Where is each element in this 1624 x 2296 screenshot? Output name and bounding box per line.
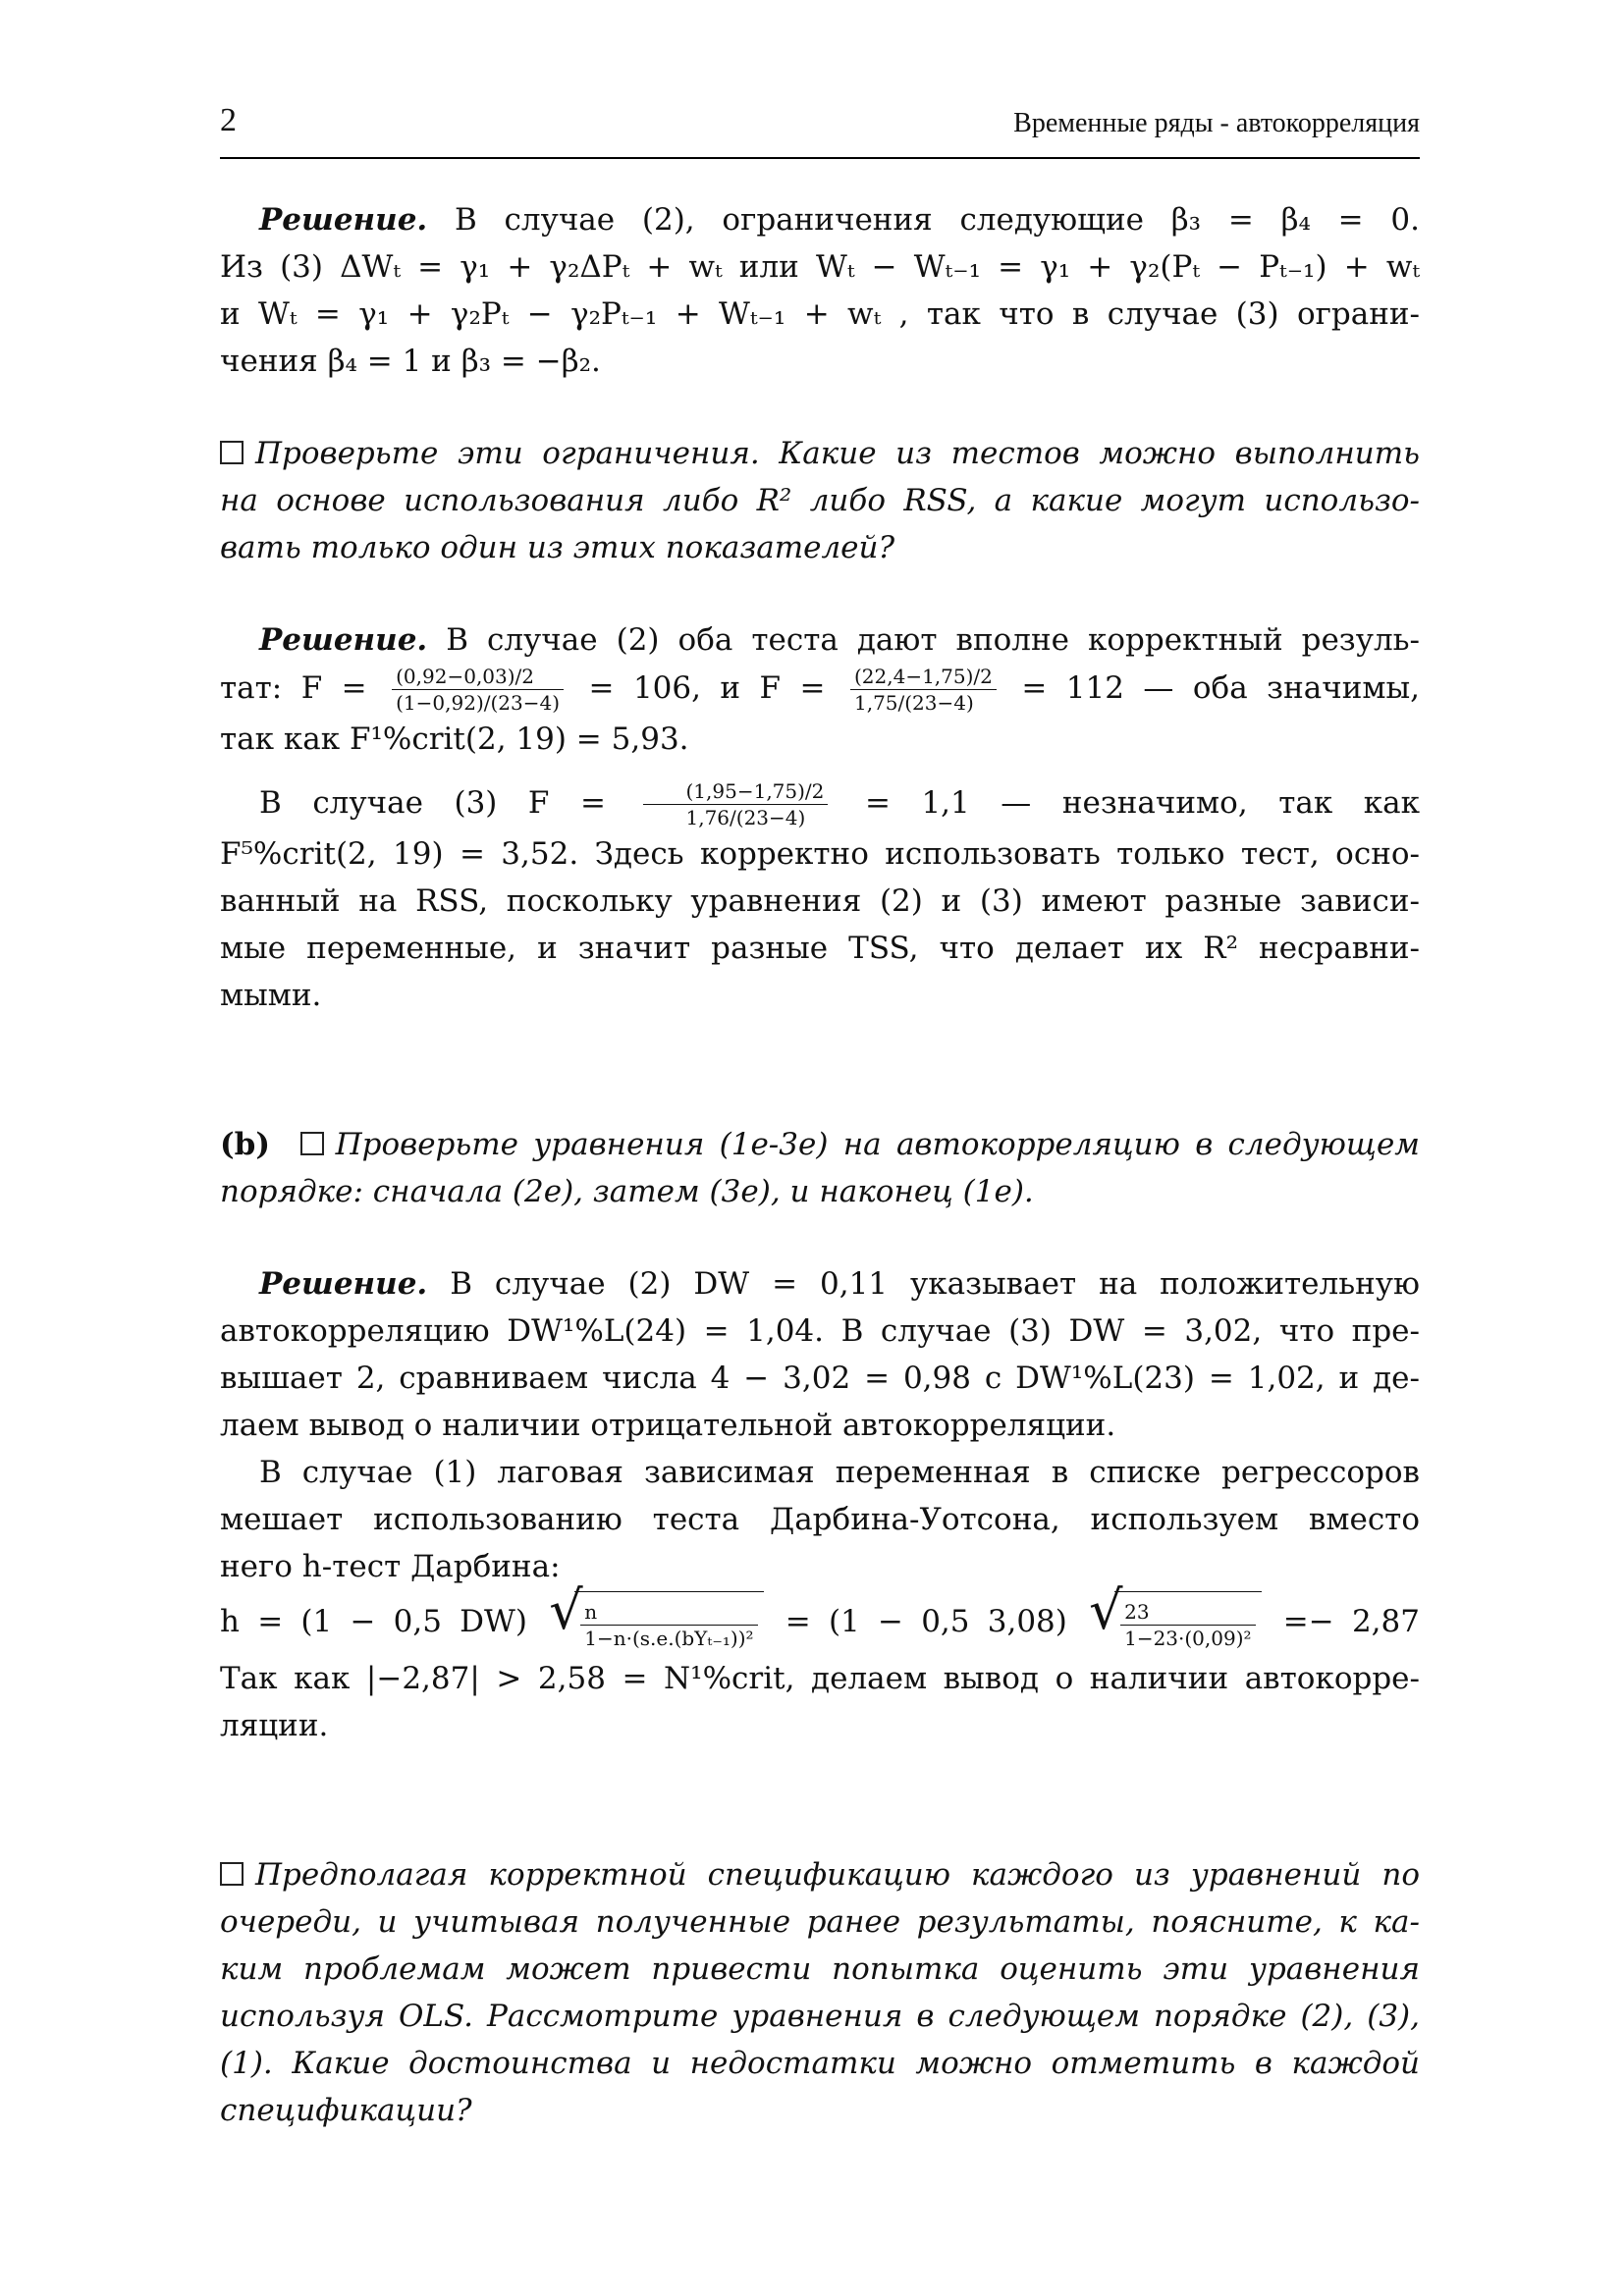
fraction-denominator: 1,75/(23−4)	[853, 691, 974, 715]
text-line: F⁵%crit(2, 19) = 3,52. Здесь корректно использовать только тест, осно-	[220, 836, 1420, 872]
text-line: него h-тест Дарбина:	[220, 1549, 561, 1584]
solution-label: Решение.	[259, 622, 428, 658]
text-line: В случае (2) оба теста дают вполне корректный резуль-	[446, 622, 1420, 658]
fraction-numerator: √ 23	[1120, 1599, 1255, 1626]
fraction-denominator: 1−n·(s.e.(bYₜ₋₁))²	[584, 1627, 754, 1650]
solution-paragraph-2-cont	[220, 664, 1420, 763]
text-line: Из (3) ΔWₜ = γ₁ + γ₂ΔPₜ + wₜ или Wₜ − Wₜ₋₁ = γ₁ + γ₂(Pₜ − Pₜ₋₁) + wₜ	[220, 249, 1420, 285]
fraction	[1120, 1599, 1255, 1651]
text-line: Проверьте уравнения (1e-3e) на автокорреляцию в следующем	[335, 1127, 1420, 1162]
text-fragment: = 106, и F =	[588, 670, 826, 706]
text-line: В случае (1) лаговая зависимая переменная в списке регрессоров	[259, 1455, 1420, 1490]
question-2	[220, 1851, 1420, 2134]
text-line: вать только один из этих показателей?	[220, 530, 895, 565]
fraction	[850, 664, 997, 716]
page-header	[220, 98, 1420, 159]
text-line: так как F¹%crit(2, 19) = 5,93.	[220, 721, 689, 757]
text-line: В случае (2), ограничения следующие β₃ = β₄ = 0.	[454, 202, 1420, 238]
text-line: чения β₄ = 1 и β₃ = −β₂.	[220, 344, 601, 379]
text-line: лаем вывод о наличии отрицательной автокорреляции.	[220, 1408, 1116, 1443]
solution-paragraph-3	[220, 778, 1420, 830]
fraction-numerator: √ n	[580, 1599, 757, 1626]
solution-paragraph-1	[220, 196, 1420, 243]
text-line: В случае (2) DW = 0,11 указывает на положительную	[450, 1266, 1420, 1302]
durbin-h-equation	[220, 1590, 1420, 1655]
checkbox-square-icon	[220, 441, 244, 464]
text-line: мыми.	[220, 978, 322, 1013]
fraction	[580, 1599, 757, 1651]
text-line: на основе использования либо R² либо RSS, а какие могут использо-	[220, 483, 1420, 518]
checkbox-square-icon	[220, 1862, 244, 1886]
question-b	[220, 1121, 1420, 1215]
fraction-numerator: (22,4−1,75)/2	[850, 664, 997, 690]
durbin-h-paragraph-cont	[220, 1496, 1420, 1749]
text-line: автокорреляцию DW¹%L(24) = 1,04. В случае (3) DW = 3,02, что пре-	[220, 1313, 1420, 1349]
text-line: вышает 2, сравниваем числа 4 − 3,02 = 0,98 с DW¹%L(23) = 1,02, и де-	[220, 1361, 1420, 1396]
text-line: мешает использованию теста Дарбина-Уотсона, используем вместо	[220, 1502, 1420, 1537]
text-line: Предполагая корректной спецификацию каждого из уравнений по	[255, 1857, 1420, 1893]
text-line: мые переменные, и значит разные TSS, что делает их R² несравни-	[220, 931, 1420, 966]
solution-paragraph-1-cont	[220, 243, 1420, 385]
durbin-h-paragraph	[220, 1449, 1420, 1496]
text-fragment: =− 2,87	[1282, 1604, 1420, 1639]
text-line: Проверьте эти ограничения. Какие из тестов можно выполнить	[255, 436, 1420, 471]
square-root	[1089, 1591, 1261, 1655]
solution-label: Решение.	[259, 202, 428, 238]
text-fragment: тат: F =	[220, 670, 367, 706]
text-fragment: = (1 − 0,5 3,08)	[785, 1604, 1067, 1639]
square-root	[549, 1591, 763, 1655]
solution-label: Решение.	[259, 1266, 428, 1302]
part-label: (b)	[220, 1127, 271, 1162]
text-line: спецификации?	[220, 2093, 472, 2128]
text-line: ким проблемам может привести попытка оценить эти уравнения	[220, 1951, 1420, 1987]
text-line: ляции.	[220, 1708, 329, 1743]
checkbox-square-icon	[300, 1132, 324, 1155]
text-fragment: = 112 — оба значимы,	[1021, 670, 1421, 706]
solution-paragraph-2	[220, 616, 1420, 664]
text-line: используя OLS. Рассмотрите уравнения в следующем порядке (2), (3),	[220, 1999, 1420, 2034]
solution-paragraph-4	[220, 1260, 1420, 1308]
question-1	[220, 430, 1420, 571]
fraction-numerator: (1,95−1,75)/2	[643, 778, 829, 805]
fraction-numerator: (0,92−0,03)/2	[392, 664, 564, 690]
fraction	[392, 664, 564, 716]
solution-paragraph-3-cont	[220, 830, 1420, 1019]
text-line: порядке: сначала (2e), затем (3e), и наконец (1e).	[220, 1174, 1034, 1209]
text-line: ванный на RSS, поскольку уравнения (2) и (3) имеют разные зависи-	[220, 883, 1420, 919]
page-number: 2	[220, 102, 237, 138]
fraction	[643, 778, 829, 830]
text-fragment: = 1,1 — незначимо, так как	[864, 785, 1420, 821]
text-fragment: h = (1 − 0,5 DW)	[220, 1604, 527, 1639]
fraction-denominator: (1−0,92)/(23−4)	[396, 691, 561, 715]
text-line: и Wₜ = γ₁ + γ₂Pₜ − γ₂Pₜ₋₁ + Wₜ₋₁ + wₜ , так что в случае (3) ограни-	[220, 296, 1420, 332]
running-title: Временные ряды - автокорреляция	[1013, 108, 1420, 138]
page-content	[220, 196, 1420, 2134]
fraction-denominator: 1,76/(23−4)	[685, 806, 806, 829]
text-line: очереди, и учитывая полученные ранее результаты, поясните, к ка-	[220, 1904, 1420, 1940]
text-line: (1). Какие достоинства и недостатки можно отметить в каждой	[220, 2046, 1420, 2081]
solution-paragraph-4-cont	[220, 1308, 1420, 1449]
text-fragment: В случае (3) F =	[259, 785, 606, 821]
fraction-denominator: 1−23·(0,09)²	[1124, 1627, 1252, 1650]
text-line: Так как |−2,87| > 2,58 = N¹%crit, делаем вывод о наличии автокорре-	[220, 1661, 1420, 1696]
